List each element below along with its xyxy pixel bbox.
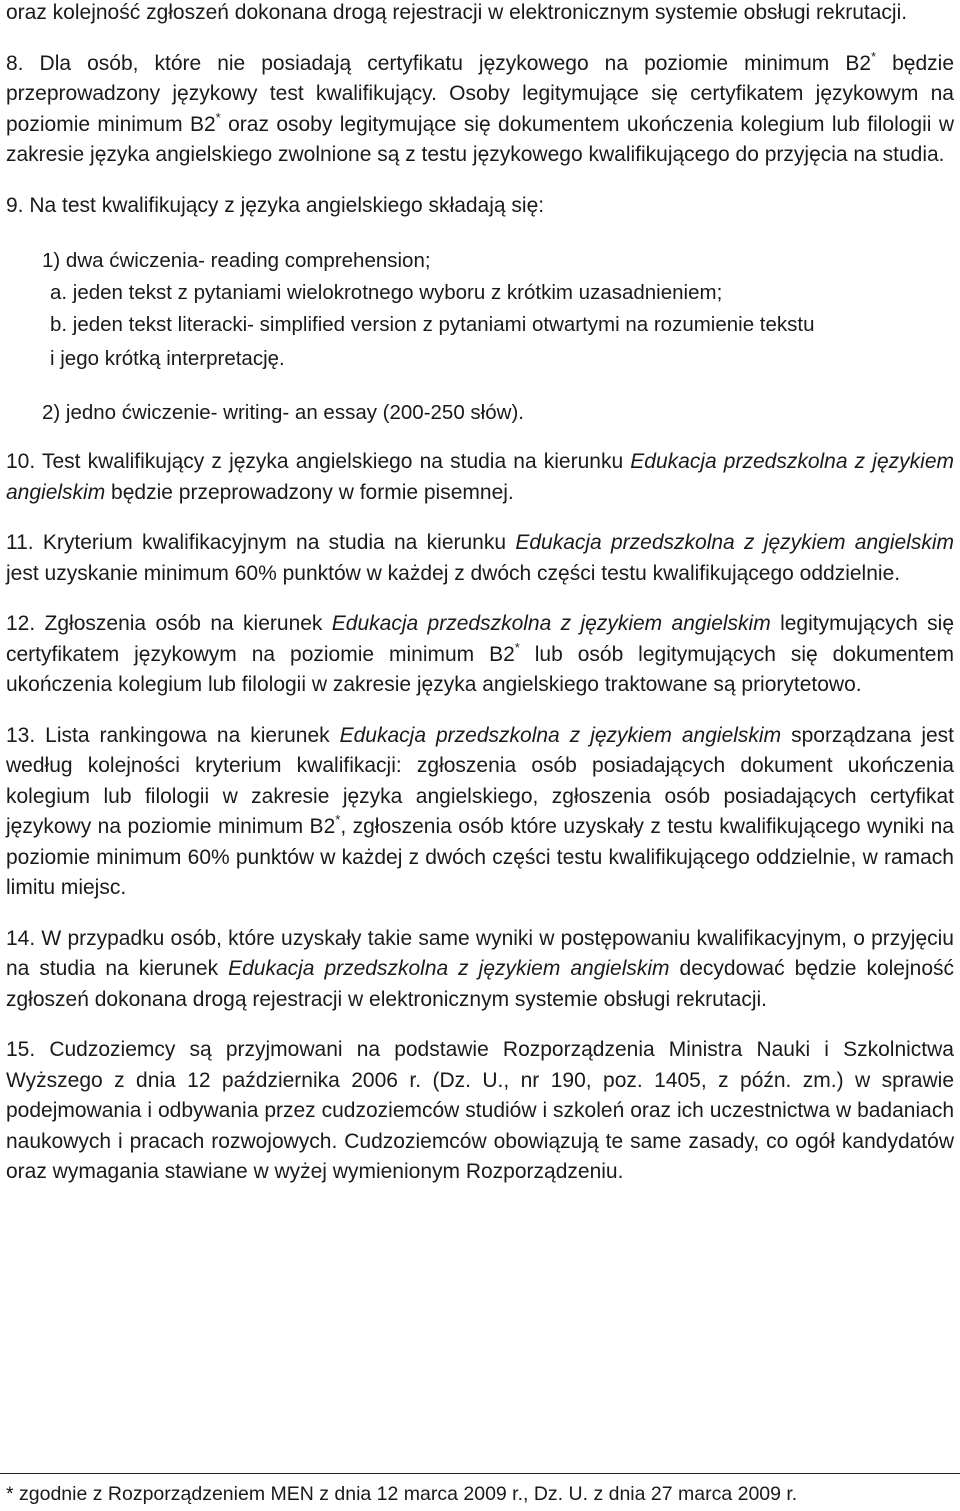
- paragraph-12-text-c: lub osób legitymujących się dokumentem ukończenia kolegium lub filologii w zakresie języka angielskiego traktowane są priorytetowo.: [6, 642, 954, 696]
- course-name: Edukacja przedszkolna z językiem angielskim: [339, 723, 782, 747]
- paragraph-10-text-a: 10. Test kwalifikujący z języka angielskiego na studia na kierunku: [6, 450, 631, 473]
- paragraph-8-text-c: oraz osoby legitymujące się dokumentem ukończenia kolegium lub filologii w zakresie języka angielskiego zwolnione są z testu językowego kwalifikującego do przyjęcia na studia.: [6, 112, 954, 166]
- paragraph-11: [6, 528, 954, 589]
- footnote-marker: *: [215, 109, 221, 125]
- list-item-2: 2) jedno ćwiczenie- writing- an essay (200-250 słów).: [42, 401, 524, 424]
- footnote: * zgodnie z Rozporządzeniem MEN z dnia 12 marca 2009 r., Dz. U. z dnia 27 marca 2009 r.: [6, 1483, 798, 1505]
- list-item-1b-line-1: b. jeden tekst literacki- simplified version z pytaniami otwartymi na rozumienie tekstu: [50, 313, 815, 336]
- paragraph-10-text-b: będzie przeprowadzony w formie pisemnej.: [105, 480, 514, 504]
- paragraph-12: [6, 609, 954, 701]
- paragraph-8-text-b: będzie przeprowadzony językowy test kwalifikujący. Osoby legitymujące się certyfikatem językowym na poziomie minimum B2: [6, 51, 955, 136]
- paragraph-13-text-a: 13. Lista rankingowa na kierunek: [6, 723, 340, 747]
- paragraph-9: 9. Na test kwalifikujący z języka angielskiego składają się:: [6, 193, 545, 217]
- footnote-marker: *: [871, 48, 877, 64]
- paragraph-12-text-a: 12. Zgłoszenia osób na kierunek: [6, 612, 332, 635]
- footnote-separator: [0, 1473, 960, 1474]
- paragraph-11-text-b: jest uzyskanie minimum 60% punktów w każdej z dwóch części testu kwalifikującego oddzielnie.: [6, 561, 901, 585]
- list-item-1b: [50, 310, 954, 374]
- course-name: Edukacja przedszkolna z językiem angielskim: [331, 612, 771, 635]
- paragraph-15: 15. Cudzoziemcy są przyjmowani na podstawie Rozporządzenia Ministra Nauki i Szkolnictwa Wyższego z dnia 12 października 2006 r. (Dz. U., nr 190, poz. 1405, z późn. zm.) w sprawie podejmowania i odbywania przez cudzoziemców studiów i szkoleń oraz ich uczestnictwa w badaniach naukowych i pracach rozwojowych. Cudzoziemców obowiązują te same zasady, co ogół kandydatów oraz wymagania stawiane w wyżej wymienionym Rozporządzeniu.: [6, 1038, 954, 1183]
- list-item-1b-line-2: i jego krótką interpretację.: [50, 347, 285, 370]
- paragraph-intro: oraz kolejność zgłoszeń dokonana drogą rejestracji w elektronicznym systemie obsługi rekrutacji.: [6, 1, 908, 24]
- list-item-1: 1) dwa ćwiczenia- reading comprehension;: [42, 249, 431, 272]
- footnote-marker: *: [335, 812, 341, 827]
- document-body: [6, 0, 954, 1188]
- paragraph-11-text-a: 11. Kryterium kwalifikacyjnym na studia na kierunku: [6, 531, 516, 554]
- paragraph-10: [6, 447, 954, 508]
- paragraph-14-text-b: decydować będzie kolejność zgłoszeń dokonana drogą rejestracji w elektronicznym systemie obsługi rekrutacji.: [6, 957, 954, 1011]
- paragraph-12-text-b: legitymujących się certyfikatem językowym na poziomie minimum B2: [6, 612, 955, 666]
- paragraph-13-text-c: , zgłoszenia osób które uzyskały z testu kwalifikującego wyniki na poziomie minimum 60% punktów w każdej z dwóch części testu kwalifikującego oddzielnie, w ramach limitu miejsc.: [6, 815, 954, 899]
- paragraph-14-text-a: 14. W przypadku osób, które uzyskały takie same wyniki w postępowaniu kwalifikacyjnym, o przyjęciu na studia na kierunek: [6, 926, 954, 980]
- course-name: Edukacja przedszkolna z językiem angielskim: [6, 450, 954, 504]
- course-name: Edukacja przedszkolna z językiem angielskim: [515, 531, 954, 554]
- paragraph-8: [6, 49, 954, 171]
- paragraph-8-text-a: 8. Dla osób, które nie posiadają certyfikatu językowego na poziomie minimum B2: [6, 51, 872, 75]
- paragraph-14: [6, 924, 954, 1016]
- paragraph-13: [6, 721, 954, 904]
- paragraph-13-text-b: sporządzana jest według kolejności kryterium kwalifikacji: zgłoszenia osób posiadających dokument ukończenia kolegium lub filologii w zakresie języka angielskiego, zgłoszenia osób posiadających certyfikat językowy na poziomie minimum B2: [6, 723, 954, 838]
- course-name: Edukacja przedszkolna z językiem angielskim: [228, 957, 670, 980]
- list-item-1a: a. jeden tekst z pytaniami wielokrotnego wyboru z krótkim uzasadnieniem;: [50, 281, 723, 304]
- footnote-marker: *: [514, 639, 520, 655]
